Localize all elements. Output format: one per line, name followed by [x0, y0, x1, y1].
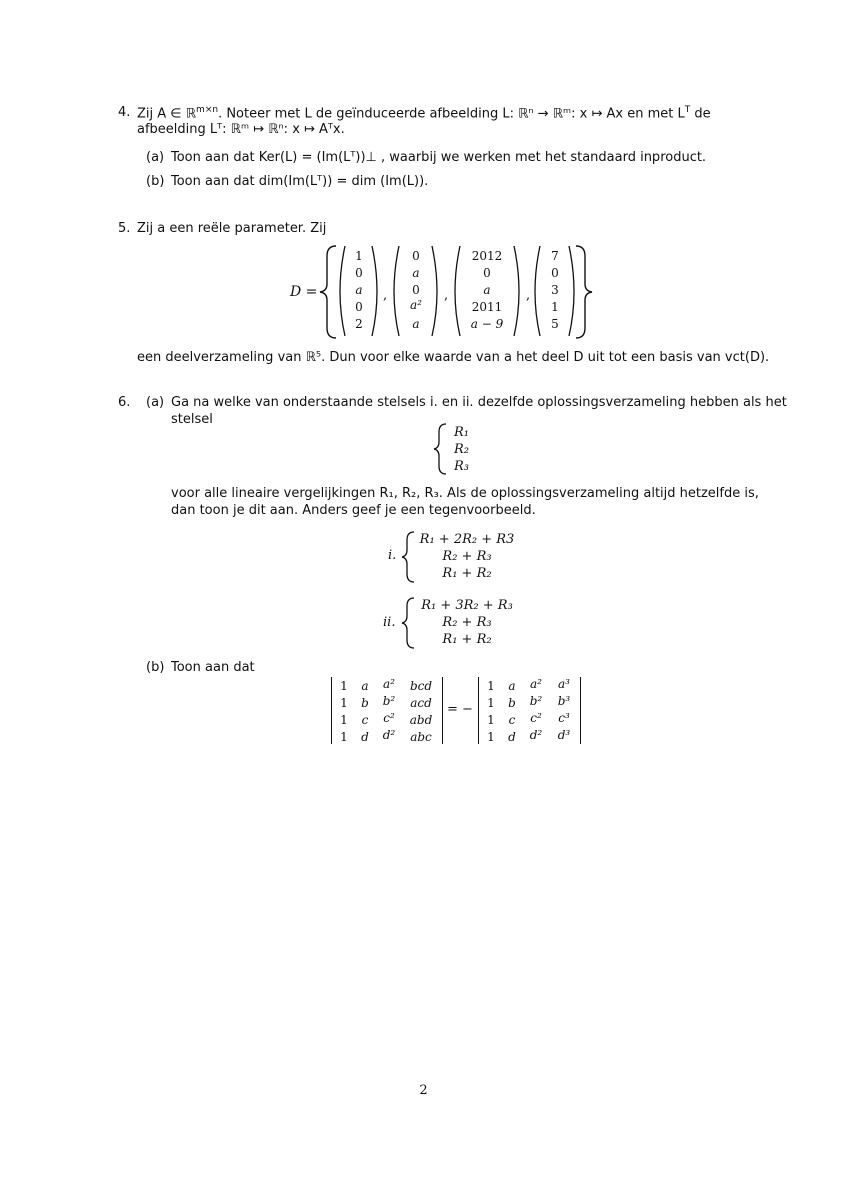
det-left-cell: d	[361, 730, 369, 744]
det-left-bar	[331, 677, 332, 744]
v1-entry: 1	[355, 249, 363, 263]
system-i-eq: R₂ + R₃	[442, 549, 492, 564]
det-left-cell: b	[361, 696, 369, 710]
system-i-eq: R₁ + R₂	[442, 566, 492, 581]
det-right-cell: a³	[558, 677, 570, 691]
det-right-bar	[478, 677, 479, 744]
det-left-cell: abd	[409, 713, 433, 727]
q4-line1: Zij A ∈ ℝ$^{m\times n}$. Noteer met L de geïnduceerde afbeelding L: ℝⁿ → ℝᵐ: x ↦ Ax en met $L^T$ de	[137, 105, 711, 122]
q4-b-label: (b)	[146, 174, 165, 189]
q6-a-line4: dan toon je dit aan. Anders geef je een tegenvoorbeeld.	[171, 503, 536, 518]
v2-entry: 0	[412, 249, 420, 263]
v3-entry: 2012	[471, 249, 503, 263]
det-left-cell: 1	[340, 730, 348, 744]
det-right-cell: a	[508, 679, 516, 693]
det-right-cell: 1	[487, 679, 495, 693]
q5-intro: Zij a een reële parameter. Zij	[137, 221, 327, 236]
det-left-cell: c²	[383, 711, 395, 725]
comma-2: ,	[444, 288, 449, 303]
det-right-cell: 1	[487, 730, 495, 744]
det-left-cell: a	[361, 679, 369, 693]
system-ii-eq: R₁ + 3R₂ + R₃	[421, 598, 513, 613]
v2-entry: a	[412, 317, 420, 331]
v2-entry: a	[412, 266, 420, 280]
det-right-cell: c²	[530, 711, 542, 725]
v4-entry: 7	[551, 249, 559, 263]
det-right-cell: a²	[530, 677, 542, 691]
system-i-label: i.	[388, 548, 397, 563]
det-right-cell: d²	[529, 728, 543, 742]
v3-entry: 0	[483, 266, 491, 280]
det-right-cell: b²	[529, 694, 543, 708]
system-ii-label: ii.	[383, 615, 396, 630]
q5-number: 5.	[118, 221, 131, 236]
det-left-cell: acd	[410, 696, 432, 710]
v4-entry: 0	[551, 266, 559, 280]
q6-a-label: (a)	[146, 395, 165, 410]
det-right-cell: d³	[557, 728, 571, 742]
v4-entry: 1	[551, 300, 559, 314]
det-left-cell: 1	[340, 713, 348, 727]
q6-a-line2: stelsel	[171, 412, 213, 427]
system0-eq: R₂	[454, 442, 469, 457]
det-left-cell: d²	[382, 728, 396, 742]
det-right-cell: b³	[557, 694, 571, 708]
det-left-bar	[442, 677, 443, 744]
q6-b-label: (b)	[146, 660, 165, 675]
q6-b-text: Toon aan dat	[171, 660, 255, 675]
det-right-bar	[580, 677, 581, 744]
q4-number: 4.	[118, 105, 131, 120]
det-left-cell: b²	[382, 694, 396, 708]
q6-a-line1: Ga na welke van onderstaande stelsels i. en ii. dezelfde oplossingsverzameling hebben als het	[171, 395, 787, 410]
comma-1: ,	[383, 288, 388, 303]
q4-a-label: (a)	[146, 150, 165, 165]
v3-entry: 2011	[471, 300, 503, 314]
v1-entry: 2	[355, 317, 363, 331]
system0-eq: R₃	[454, 459, 469, 474]
page-number: 2	[419, 1083, 428, 1098]
det-right-cell: d	[508, 730, 516, 744]
q4-line2: afbeelding Lᵀ: ℝᵐ ↦ ℝⁿ: x ↦ Aᵀx.	[137, 122, 345, 137]
v2-entry: a²	[410, 298, 422, 312]
v2-entry: 0	[412, 283, 420, 297]
det-left-cell: a²	[383, 677, 395, 691]
det-equals: = −	[447, 702, 473, 717]
det-left-cell: bcd	[409, 679, 433, 693]
det-right-cell: 1	[487, 713, 495, 727]
system-ii-eq: R₁ + R₂	[442, 632, 492, 647]
det-left-cell: 1	[340, 696, 348, 710]
system-i-eq: R₁ + 2R₂ + R3	[419, 532, 515, 547]
q6-number: 6.	[118, 395, 131, 410]
system0-eq: R₁	[454, 425, 469, 440]
v3-entry: a	[483, 283, 491, 297]
det-left-cell: c	[361, 713, 369, 727]
v4-entry: 3	[551, 283, 559, 297]
v1-entry: a	[355, 283, 363, 297]
system-ii-eq: R₂ + R₃	[442, 615, 492, 630]
v1-entry: 0	[355, 300, 363, 314]
q4-a-text: Toon aan dat Ker(L) = (Im(Lᵀ))⊥ , waarbij we werken met het standaard inproduct.	[171, 150, 707, 165]
det-right-cell: c³	[558, 711, 570, 725]
det-left-cell: 1	[340, 679, 348, 693]
det-right-cell: 1	[487, 696, 495, 710]
det-left-cell: abc	[410, 730, 432, 744]
v1-entry: 0	[355, 266, 363, 280]
q6-a-line3: voor alle lineaire vergelijkingen R₁, R₂, R₃. Als de oplossingsverzameling altijd hetzelfde is,	[171, 486, 759, 501]
det-right-cell: b	[508, 696, 516, 710]
v4-entry: 5	[551, 317, 559, 331]
q5-outro: een deelverzameling van ℝ⁵. Dun voor elke waarde van a het deel D uit tot een basis van vct(D).	[137, 350, 770, 365]
v3-entry: a − 9	[470, 317, 504, 331]
q4-b-text: Toon aan dat dim(Im(Lᵀ)) = dim (Im(L)).	[171, 174, 429, 189]
set-name: D =	[290, 284, 318, 300]
det-right-cell: c	[508, 713, 516, 727]
comma-3: ,	[526, 288, 531, 303]
